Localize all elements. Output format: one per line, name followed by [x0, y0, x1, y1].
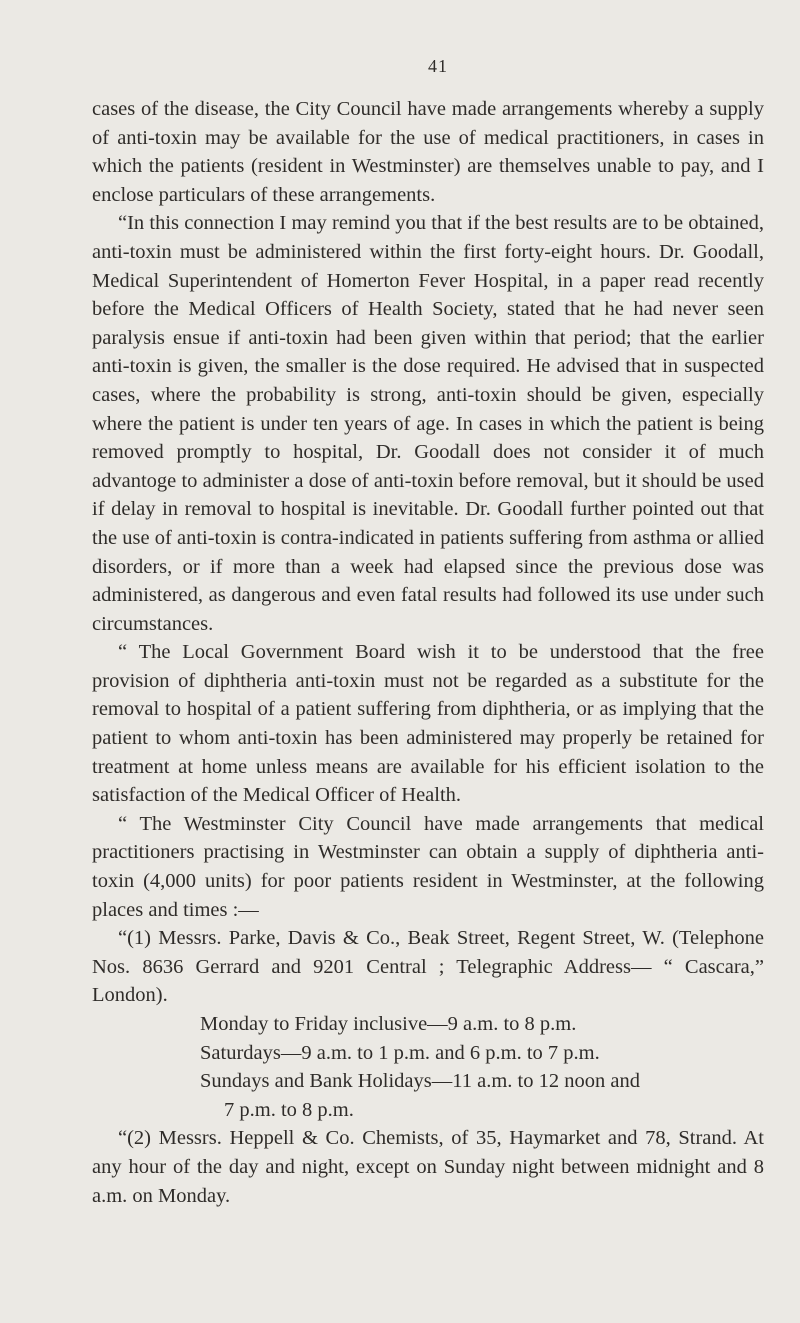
- paragraph-heppell: “(2) Messrs. Heppell & Co. Chemists, of 35, Haymarket and 78, Strand. At any hour of the day and night, except on Sunday night between midnight and 8 a.m. on Monday.: [92, 1127, 764, 1207]
- schedule-saturdays: Saturdays—9 a.m. to 1 p.m. and 6 p.m. to 7 p.m.: [200, 1041, 600, 1064]
- schedule-sundays-continued: 7 p.m. to 8 p.m.: [224, 1098, 354, 1121]
- paragraph-council-arrangements: “ The Westminster City Council have made arrangements that medical practitioners practising in Westminster can obtain a supply of diphtheria anti-toxin (4,000 units) for poor patients resident in Westminster, at the following places and times :—: [92, 812, 764, 921]
- paragraph-parke-davis: “(1) Messrs. Parke, Davis & Co., Beak Street, Regent Street, W. (Telephone Nos. 8636 Gerrard and 9201 Central ; Telegraphic Address— “ Cascara,” London).: [92, 927, 764, 1007]
- schedule-sundays: Sundays and Bank Holidays—11 a.m. to 12 noon and: [200, 1070, 640, 1093]
- opening-hours-schedule: [92, 1010, 764, 1124]
- paragraph-lgb-notice: “ The Local Government Board wish it to be understood that the free provision of diphtheria anti-toxin must not be regarded as a substitute for the removal to hospital of a patient suffering from diphtheria, or as implying that the patient to whom anti-toxin has been administered may properly be retained for treatment at home unless means are available for his efficient isolation to the satisfaction of the Medical Officer of Health.: [92, 641, 764, 807]
- paragraph-antitoxin-timing: “In this connection I may remind you that if the best results are to be obtained, anti-toxin must be administered within the first forty-eight hours. Dr. Goodall, Medical Superintendent of Homerton Fever Hospital, in a paper read recently before the Medical Officers of Health Society, stated that he had never seen paralysis ensue if anti-toxin had been given within that period; that the earlier anti-toxin is given, the smaller is the dose required. He advised that in suspected cases, where the probability is strong, anti-toxin should be given, especially where the patient is under ten years of age. In cases in which the patient is being removed promptly to hospital, Dr. Goodall does not consider it of much advantoge to administer a dose of anti-toxin before removal, but it should be used if delay in removal to hospital is inevitable. Dr. Goodall further pointed out that the use of anti-toxin is contra-indicated in patients suffering from asthma or allied disorders, or if more than a week had elapsed since the previous dose was administered, as dangerous and even fatal results had followed its use under such circumstances.: [92, 212, 764, 635]
- paragraph-intro: cases of the disease, the City Council have made arrangements whereby a supply of anti-toxin may be available for the use of medical practitioners, in cases in which the patients (resident in Westminster) are themselves unable to pay, and I enclose particulars of these arrangements.: [92, 98, 764, 206]
- schedule-weekdays: Monday to Friday inclusive—9 a.m. to 8 p.m.: [200, 1013, 577, 1035]
- page-number: 41: [428, 56, 448, 76]
